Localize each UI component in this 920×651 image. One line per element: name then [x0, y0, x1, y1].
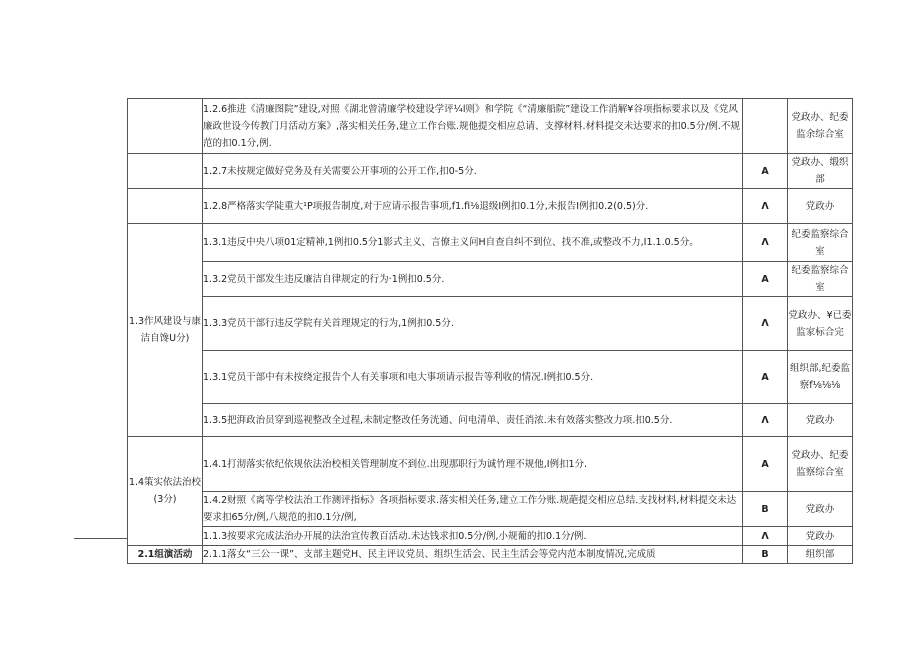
- table-row: [128, 262, 853, 297]
- item-text: 1.1.3按要求完成法治办开展的法治宣传教百活动.未达钱求扣0.5分/例,小规葡的扣0.1分/例.: [203, 527, 743, 546]
- grade-cell: [743, 99, 788, 154]
- table-row: [128, 492, 853, 527]
- item-text: 1.2.7未按规定做好党务及有关需要公开事项的公开工作,扣0-5分.: [203, 154, 743, 189]
- table-row: [128, 224, 853, 262]
- item-text: 1.3.5把湃政治员穿到巡视整改全过程,未制定整改任务洸通、问电清单、责任消浓.未有效落实整改力项.扣0.5分.: [203, 404, 743, 437]
- table-row: [128, 297, 853, 351]
- grade-cell: B: [743, 492, 788, 527]
- item-text: 1.2.8严格落实学陡重大¹P项报告制度,对于应请示报告事项,f1.fi⅛退级I例扣0.1分,未报告I例扣0.2(0.5)分.: [203, 189, 743, 224]
- dept-cell: 组织部: [788, 546, 853, 564]
- grade-cell: A: [743, 437, 788, 492]
- grade-cell: Λ: [743, 297, 788, 351]
- table-row: [128, 527, 853, 546]
- section-top-line-left: [74, 538, 127, 539]
- grade-cell: Λ: [743, 189, 788, 224]
- item-text: 1.3.1党员干部中有未按绕定报告个人有关事项和电大事项请示报告等利收的情况.I例扣0.5分.: [203, 351, 743, 404]
- dept-cell: 党政办: [788, 189, 853, 224]
- grade-cell: A: [743, 262, 788, 297]
- dept-cell: 纪委监察综合室: [788, 224, 853, 262]
- category-2-1: 2.1组演活动: [128, 546, 203, 564]
- table-row: [128, 404, 853, 437]
- table-row: [128, 546, 853, 564]
- grade-cell: Λ: [743, 527, 788, 546]
- category-cell-empty: [128, 99, 203, 154]
- dept-cell: 纪委监察综合室: [788, 262, 853, 297]
- table-row: [128, 437, 853, 492]
- grade-cell: Λ: [743, 404, 788, 437]
- table-row: [128, 99, 853, 154]
- table-row: [128, 351, 853, 404]
- dept-cell: 党政办、缎织部: [788, 154, 853, 189]
- grade-cell: B: [743, 546, 788, 564]
- assessment-table: [127, 98, 853, 564]
- item-text: 1.3.1违反中央八项01定精神,1例扣0.5分1影式主义、言僚主义问H自查自纠不到位、找不准,或整改不力,I1.1.0.5分。: [203, 224, 743, 262]
- dept-cell: 党政办、¥已委监家标合完: [788, 297, 853, 351]
- category-cell-empty: [128, 189, 203, 224]
- item-text: 1.3.3党员干部行违反学院有关首理规定的行为,1例扣0.5分.: [203, 297, 743, 351]
- item-text: 2.1.1落女“三公一课”、支部主题党H、民主评议党员、组织生活会、民主生活会等党内范本制度情况,完成质: [203, 546, 743, 564]
- category-1-3: 1.3作风建设与康洁自馋U分): [128, 224, 203, 437]
- dept-cell: 组织部,纪委监察f⅛⅛⅛: [788, 351, 853, 404]
- dept-cell: 党政办、纪委监余综合室: [788, 99, 853, 154]
- item-text: 1.4.1打沏落实依纪依规依法治校相关管理制度不到位.出现那职行为诚竹理不规他,I例扣1分.: [203, 437, 743, 492]
- dept-cell: 党政办: [788, 492, 853, 527]
- grade-cell: A: [743, 351, 788, 404]
- item-text: 1.4.2财照《离等学校法治工作测评指标》各项指标要求.落实相关任务,建立工作分账.规葩提交相应总结.支找材料,材料提交未达要求扣65分/例,八规范的扣0.1分/例,: [203, 492, 743, 527]
- item-text: 1.2.6推进《清廉图院”建设,对照《湖北曾清廉学校建设学评¼l则》和学院《“清廉船院”建设工作消解¥谷项指标要求以及《党风廉政世设今传教门月活动方案》,落实相关任务,建立工作台账.规他提交相应总请、支撑材料.材料提交未达要求的扣0.5分/例.不规范的扣0.1分,例.: [203, 99, 743, 154]
- dept-cell: 党政办、纪委监察综合室: [788, 437, 853, 492]
- category-cell-empty: [128, 154, 203, 189]
- grade-cell: Λ: [743, 224, 788, 262]
- category-1-4: 1.4策实依法治校(3分): [128, 437, 203, 546]
- table-row: [128, 154, 853, 189]
- dept-cell: 党政办: [788, 404, 853, 437]
- table-row: [128, 189, 853, 224]
- item-text: 1.3.2党员干部发生违反廉洁自律规定的行为·1例扣0.5分.: [203, 262, 743, 297]
- dept-cell: 党政办: [788, 527, 853, 546]
- grade-cell: A: [743, 154, 788, 189]
